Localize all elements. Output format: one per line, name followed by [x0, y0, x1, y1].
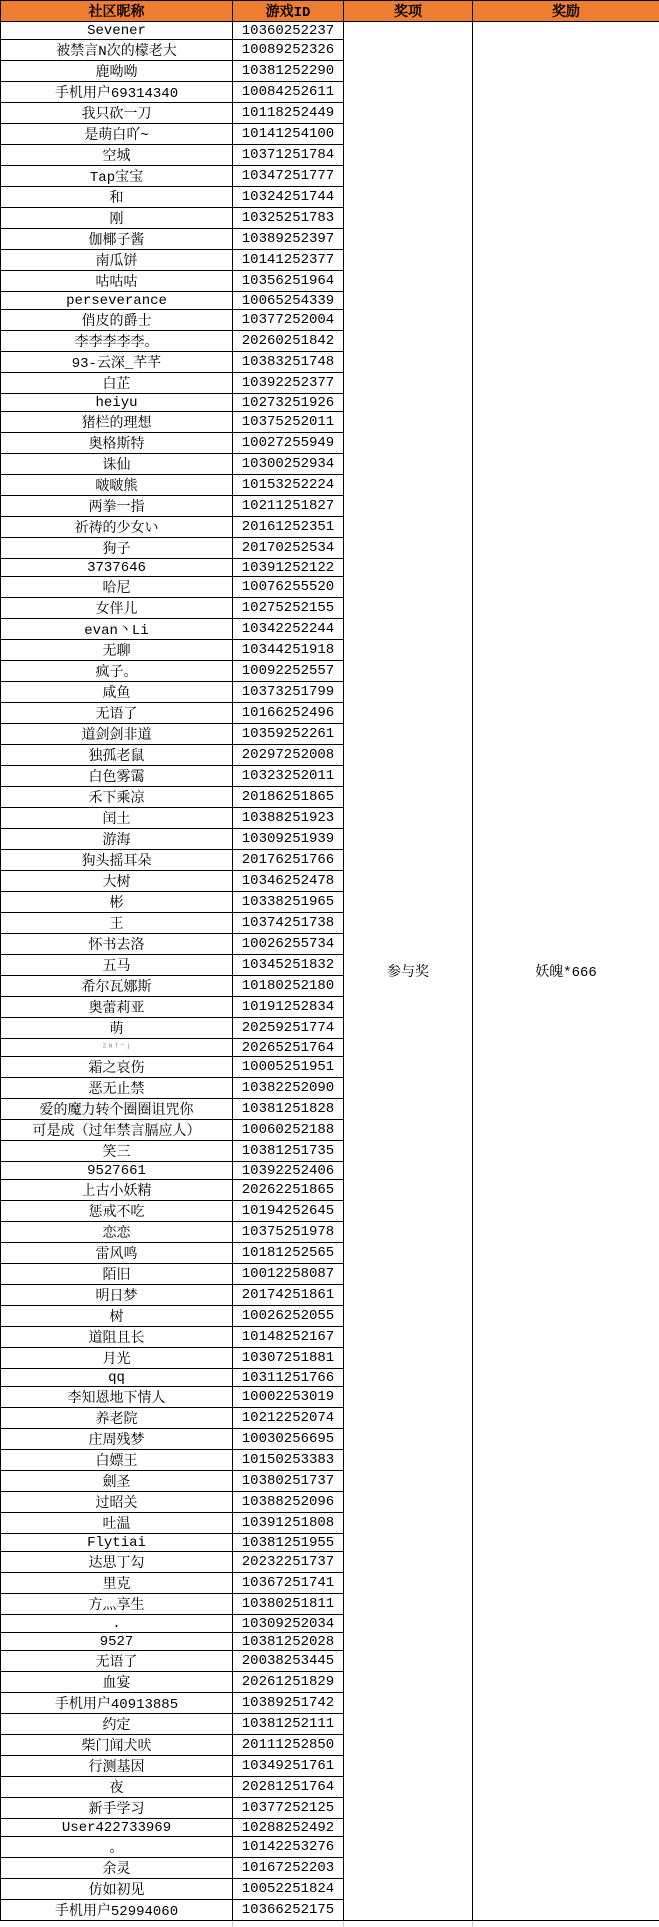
- game-id-cell[interactable]: 10373251799: [233, 682, 344, 703]
- header-game-id[interactable]: 游戏ID: [233, 1, 344, 22]
- game-id-cell[interactable]: 20038253445: [233, 1651, 344, 1672]
- header-award-category[interactable]: 奖项: [344, 1, 473, 22]
- nickname-cell[interactable]: 惩戒不吃: [1, 1201, 233, 1222]
- game-id-cell[interactable]: 20176251766: [233, 850, 344, 871]
- gridline-col1: [232, 1921, 233, 1927]
- nickname-cell[interactable]: 明日梦: [1, 1285, 233, 1306]
- game-id-cell[interactable]: 10389251742: [233, 1693, 344, 1714]
- game-id-cell[interactable]: 10026255734: [233, 934, 344, 955]
- game-id-cell[interactable]: 10065254339: [233, 292, 344, 310]
- nickname-cell[interactable]: 女伴儿: [1, 598, 233, 619]
- nickname-cell[interactable]: heiyu: [1, 394, 233, 412]
- header-row: [1, 1, 659, 22]
- game-id-cell[interactable]: 10360252237: [233, 22, 344, 40]
- game-id-cell[interactable]: 10027255949: [233, 433, 344, 454]
- nickname-cell[interactable]: 行测基因: [1, 1756, 233, 1777]
- nickname-cell[interactable]: 彬: [1, 892, 233, 913]
- nickname-cell[interactable]: 白嫖王: [1, 1450, 233, 1471]
- game-id-cell[interactable]: 10375252011: [233, 412, 344, 433]
- nickname-cell[interactable]: 李知恩地下情人: [1, 1387, 233, 1408]
- game-id-cell[interactable]: 10141254100: [233, 124, 344, 145]
- nickname-cell[interactable]: 无语了: [1, 1651, 233, 1672]
- game-id-cell[interactable]: 10092252557: [233, 661, 344, 682]
- game-id-cell[interactable]: 20265251764: [233, 1039, 344, 1057]
- game-id-cell[interactable]: 10374251738: [233, 913, 344, 934]
- nickname-cell[interactable]: 独孤老鼠: [1, 745, 233, 766]
- game-id-cell[interactable]: 10323252011: [233, 766, 344, 787]
- game-id-cell[interactable]: 10377252125: [233, 1798, 344, 1819]
- nickname-cell[interactable]: 达思丁勾: [1, 1552, 233, 1573]
- game-id-cell[interactable]: 10275252155: [233, 598, 344, 619]
- game-id-cell[interactable]: 20186251865: [233, 787, 344, 808]
- nickname-cell[interactable]: 3737646: [1, 559, 233, 577]
- nickname-cell[interactable]: 道阻且长: [1, 1327, 233, 1348]
- nickname-cell[interactable]: 约定: [1, 1714, 233, 1735]
- nickname-cell[interactable]: 雷风鸣: [1, 1243, 233, 1264]
- nickname-cell[interactable]: 奥格斯特: [1, 433, 233, 454]
- game-id-cell[interactable]: 10366252175: [233, 1900, 344, 1921]
- nickname-cell[interactable]: 劍圣: [1, 1471, 233, 1492]
- game-id-cell[interactable]: 10375251978: [233, 1222, 344, 1243]
- game-id-cell[interactable]: 10345251832: [233, 955, 344, 976]
- game-id-cell[interactable]: 10388252096: [233, 1492, 344, 1513]
- game-id-cell[interactable]: 20297252008: [233, 745, 344, 766]
- award-category-cell[interactable]: 参与奖: [344, 22, 473, 1921]
- nickname-cell[interactable]: 可是成（过年禁言膈应人）: [1, 1120, 233, 1141]
- game-id-cell[interactable]: 10382252090: [233, 1078, 344, 1099]
- game-id-cell[interactable]: 10148252167: [233, 1327, 344, 1348]
- game-id-cell[interactable]: 10347251777: [233, 166, 344, 187]
- nickname-cell[interactable]: 祈祷的少女い: [1, 517, 233, 538]
- game-id-cell[interactable]: 10060252188: [233, 1120, 344, 1141]
- nickname-cell[interactable]: 93-云深_芊芊: [1, 352, 233, 373]
- nickname-cell[interactable]: 上古小妖精: [1, 1180, 233, 1201]
- game-id-cell[interactable]: 10311251766: [233, 1369, 344, 1387]
- nickname-cell[interactable]: 咕咕咕: [1, 271, 233, 292]
- nickname-cell[interactable]: 手机用户52994060: [1, 1900, 233, 1921]
- nickname-cell[interactable]: Flytiai: [1, 1534, 233, 1552]
- nickname-cell[interactable]: 疯子。: [1, 661, 233, 682]
- gridline-col2: [343, 1921, 344, 1927]
- nickname-cell[interactable]: 禾下乘凉: [1, 787, 233, 808]
- nickname-cell[interactable]: 是萌白吖~: [1, 124, 233, 145]
- nickname-cell[interactable]: 王: [1, 913, 233, 934]
- game-id-cell[interactable]: 10142253276: [233, 1837, 344, 1858]
- nickname-cell[interactable]: 血宴: [1, 1672, 233, 1693]
- nickname-cell[interactable]: 两拳一指: [1, 496, 233, 517]
- nickname-cell[interactable]: Sevener: [1, 22, 233, 40]
- nickname-cell[interactable]: 白色雾霭: [1, 766, 233, 787]
- nickname-cell[interactable]: User422733969: [1, 1819, 233, 1837]
- nickname-cell[interactable]: 猪栏的理想: [1, 412, 233, 433]
- game-id-cell[interactable]: 10371251784: [233, 145, 344, 166]
- game-id-cell[interactable]: 10181252565: [233, 1243, 344, 1264]
- game-id-cell[interactable]: 10150253383: [233, 1450, 344, 1471]
- nickname-cell[interactable]: 9527: [1, 1633, 233, 1651]
- nickname-cell[interactable]: ᶻᶰᶠ⁻ʲ: [1, 1039, 233, 1057]
- nickname-cell[interactable]: 里克: [1, 1573, 233, 1594]
- nickname-cell[interactable]: 笑三: [1, 1141, 233, 1162]
- game-id-cell[interactable]: 10211251827: [233, 496, 344, 517]
- nickname-cell[interactable]: 怀书去洛: [1, 934, 233, 955]
- game-id-cell[interactable]: 10383251748: [233, 352, 344, 373]
- game-id-cell[interactable]: 10377252004: [233, 310, 344, 331]
- nickname-cell[interactable]: 南瓜饼: [1, 250, 233, 271]
- game-id-cell[interactable]: 10076255520: [233, 577, 344, 598]
- game-id-cell[interactable]: 10300252934: [233, 454, 344, 475]
- game-id-cell[interactable]: 10338251965: [233, 892, 344, 913]
- nickname-cell[interactable]: 啵啵熊: [1, 475, 233, 496]
- game-id-cell[interactable]: 10166252496: [233, 703, 344, 724]
- game-id-cell[interactable]: 10324251744: [233, 187, 344, 208]
- nickname-cell[interactable]: 被禁言N次的檬老大: [1, 40, 233, 61]
- nickname-cell[interactable]: 陌旧: [1, 1264, 233, 1285]
- game-id-cell[interactable]: 10359252261: [233, 724, 344, 745]
- game-id-cell[interactable]: 10389252397: [233, 229, 344, 250]
- nickname-cell[interactable]: 爱的魔力转个圈圈诅咒你: [1, 1099, 233, 1120]
- game-id-cell[interactable]: 10084252611: [233, 82, 344, 103]
- nickname-cell[interactable]: 过昭关: [1, 1492, 233, 1513]
- header-nickname[interactable]: 社区昵称: [1, 1, 233, 22]
- game-id-cell[interactable]: 10392252377: [233, 373, 344, 394]
- game-id-cell[interactable]: 20260251842: [233, 331, 344, 352]
- nickname-cell[interactable]: 鹿呦呦: [1, 61, 233, 82]
- game-id-cell[interactable]: 10118252449: [233, 103, 344, 124]
- game-id-cell[interactable]: 10030256695: [233, 1429, 344, 1450]
- nickname-cell[interactable]: 白芷: [1, 373, 233, 394]
- nickname-cell[interactable]: 。: [1, 1837, 233, 1858]
- nickname-cell[interactable]: 萌: [1, 1018, 233, 1039]
- game-id-cell[interactable]: 10381252028: [233, 1633, 344, 1651]
- game-id-cell[interactable]: 10381252290: [233, 61, 344, 82]
- game-id-cell[interactable]: 10380251737: [233, 1471, 344, 1492]
- game-id-cell[interactable]: 20170252534: [233, 538, 344, 559]
- game-id-cell[interactable]: 10167252203: [233, 1858, 344, 1879]
- nickname-cell[interactable]: 咸鱼: [1, 682, 233, 703]
- game-id-cell[interactable]: 10381251735: [233, 1141, 344, 1162]
- nickname-cell[interactable]: 五马: [1, 955, 233, 976]
- game-id-cell[interactable]: 10026252055: [233, 1306, 344, 1327]
- game-id-cell[interactable]: 10381251828: [233, 1099, 344, 1120]
- game-id-cell[interactable]: 20161252351: [233, 517, 344, 538]
- award-reward-cell[interactable]: 妖魄*666: [473, 22, 659, 1921]
- game-id-cell[interactable]: 10388251923: [233, 808, 344, 829]
- nickname-cell[interactable]: 恶无止禁: [1, 1078, 233, 1099]
- game-id-cell[interactable]: 10288252492: [233, 1819, 344, 1837]
- nickname-cell[interactable]: Tap宝宝: [1, 166, 233, 187]
- nickname-cell[interactable]: 无聊: [1, 640, 233, 661]
- nickname-cell[interactable]: 方灬享生: [1, 1594, 233, 1615]
- nickname-cell[interactable]: 余灵: [1, 1858, 233, 1879]
- nickname-cell[interactable]: 新手学习: [1, 1798, 233, 1819]
- nickname-cell[interactable]: 大树: [1, 871, 233, 892]
- nickname-cell[interactable]: 手机用户40913885: [1, 1693, 233, 1714]
- game-id-cell[interactable]: 10349251761: [233, 1756, 344, 1777]
- nickname-cell[interactable]: 树: [1, 1306, 233, 1327]
- game-id-cell[interactable]: 10356251964: [233, 271, 344, 292]
- nickname-cell[interactable]: 希尔瓦娜斯: [1, 976, 233, 997]
- game-id-cell[interactable]: 10325251783: [233, 208, 344, 229]
- game-id-cell[interactable]: 10307251881: [233, 1348, 344, 1369]
- game-id-cell[interactable]: 10002253019: [233, 1387, 344, 1408]
- nickname-cell[interactable]: 狗头摇耳朵: [1, 850, 233, 871]
- gridline-col3: [472, 1921, 473, 1927]
- game-id-cell[interactable]: 10089252326: [233, 40, 344, 61]
- game-id-cell[interactable]: 10391252122: [233, 559, 344, 577]
- game-id-cell[interactable]: 10052251824: [233, 1879, 344, 1900]
- nickname-cell[interactable]: 奥蕾莉亚: [1, 997, 233, 1018]
- game-id-cell[interactable]: 20232251737: [233, 1552, 344, 1573]
- nickname-cell[interactable]: 9527661: [1, 1162, 233, 1180]
- cutoff-gridlines: [0, 1921, 659, 1927]
- game-id-cell[interactable]: 10194252645: [233, 1201, 344, 1222]
- nickname-cell[interactable]: 恋恋: [1, 1222, 233, 1243]
- game-id-cell[interactable]: 20261251829: [233, 1672, 344, 1693]
- nickname-cell[interactable]: 空城: [1, 145, 233, 166]
- game-id-cell[interactable]: 10391251808: [233, 1513, 344, 1534]
- game-id-cell[interactable]: 10367251741: [233, 1573, 344, 1594]
- game-id-cell[interactable]: 20174251861: [233, 1285, 344, 1306]
- game-id-cell[interactable]: 10344251918: [233, 640, 344, 661]
- game-id-cell[interactable]: 10180252180: [233, 976, 344, 997]
- nickname-cell[interactable]: 道剑剑非道: [1, 724, 233, 745]
- nickname-cell[interactable]: 月光: [1, 1348, 233, 1369]
- game-id-cell[interactable]: 20262251865: [233, 1180, 344, 1201]
- game-id-cell[interactable]: 10141252377: [233, 250, 344, 271]
- nickname-cell[interactable]: perseverance: [1, 292, 233, 310]
- nickname-cell[interactable]: 哈尼: [1, 577, 233, 598]
- game-id-cell[interactable]: 10153252224: [233, 475, 344, 496]
- nickname-cell[interactable]: 养老院: [1, 1408, 233, 1429]
- nickname-cell[interactable]: 刚: [1, 208, 233, 229]
- nickname-cell[interactable]: qq: [1, 1369, 233, 1387]
- nickname-cell[interactable]: 柴门闻犬吠: [1, 1735, 233, 1756]
- nickname-cell[interactable]: 游海: [1, 829, 233, 850]
- game-id-cell[interactable]: 20259251774: [233, 1018, 344, 1039]
- game-id-cell[interactable]: 10381252111: [233, 1714, 344, 1735]
- game-id-cell[interactable]: 10380251811: [233, 1594, 344, 1615]
- nickname-cell[interactable]: 庄周残梦: [1, 1429, 233, 1450]
- game-id-cell[interactable]: 10191252834: [233, 997, 344, 1018]
- game-id-cell[interactable]: 10342252244: [233, 619, 344, 640]
- nickname-cell[interactable]: 吐温: [1, 1513, 233, 1534]
- game-id-cell[interactable]: 20111252850: [233, 1735, 344, 1756]
- header-reward[interactable]: 奖励: [473, 1, 659, 22]
- nickname-cell[interactable]: evan丶Li: [1, 619, 233, 640]
- nickname-cell[interactable]: 诛仙: [1, 454, 233, 475]
- nickname-cell[interactable]: .: [1, 1615, 233, 1633]
- game-id-cell[interactable]: 10309251939: [233, 829, 344, 850]
- nickname-cell[interactable]: 狗子: [1, 538, 233, 559]
- game-id-cell[interactable]: 10309252034: [233, 1615, 344, 1633]
- nickname-cell[interactable]: 无语了: [1, 703, 233, 724]
- game-id-cell[interactable]: 20281251764: [233, 1777, 344, 1798]
- nickname-cell[interactable]: 夜: [1, 1777, 233, 1798]
- game-id-cell[interactable]: 10392252406: [233, 1162, 344, 1180]
- game-id-cell[interactable]: 10346252478: [233, 871, 344, 892]
- game-id-cell[interactable]: 10273251926: [233, 394, 344, 412]
- nickname-cell[interactable]: 李李李李李。: [1, 331, 233, 352]
- nickname-cell[interactable]: 伽椰子酱: [1, 229, 233, 250]
- nickname-cell[interactable]: 俏皮的爵士: [1, 310, 233, 331]
- table-row: [1, 22, 659, 40]
- nickname-cell[interactable]: 和: [1, 187, 233, 208]
- nickname-cell[interactable]: 霜之哀伤: [1, 1057, 233, 1078]
- nickname-cell[interactable]: 我只砍一刀: [1, 103, 233, 124]
- game-id-cell[interactable]: 10381251955: [233, 1534, 344, 1552]
- game-id-cell[interactable]: 10005251951: [233, 1057, 344, 1078]
- nickname-cell[interactable]: 闰土: [1, 808, 233, 829]
- nickname-cell[interactable]: 仿如初见: [1, 1879, 233, 1900]
- game-id-cell[interactable]: 10012258087: [233, 1264, 344, 1285]
- nickname-cell[interactable]: 手机用户69314340: [1, 82, 233, 103]
- game-id-cell[interactable]: 10212252074: [233, 1408, 344, 1429]
